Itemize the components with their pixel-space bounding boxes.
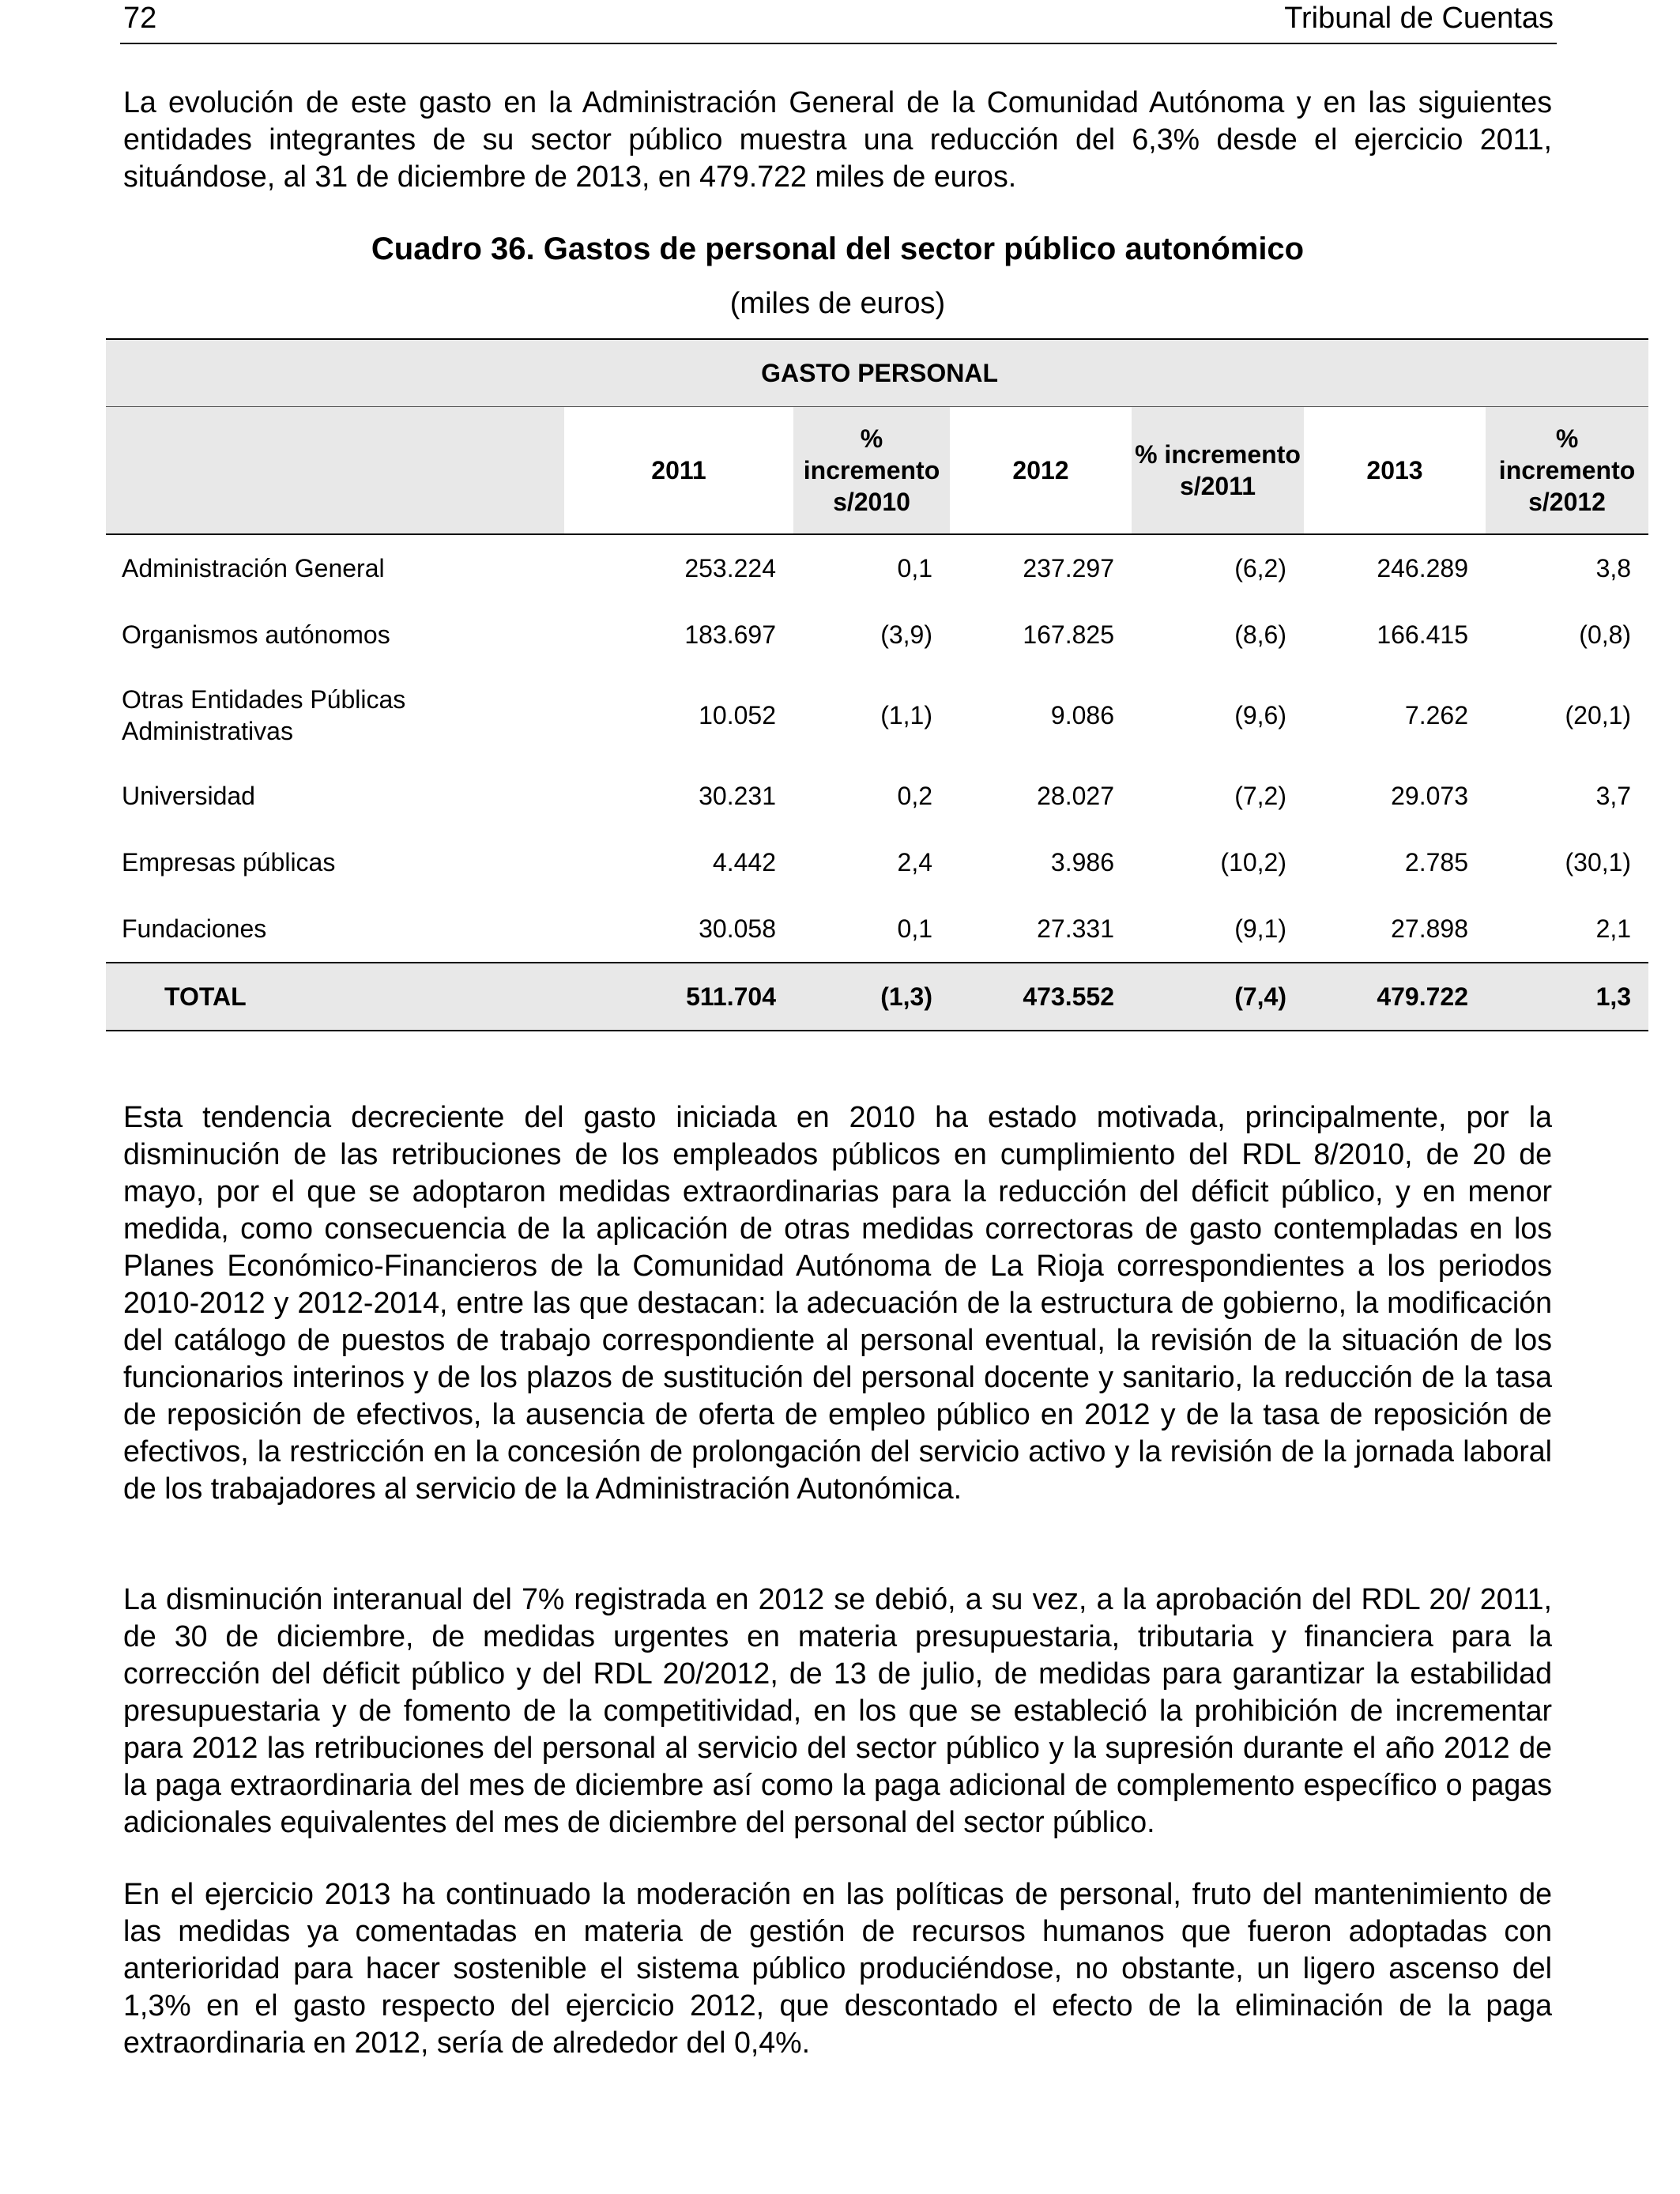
column-header: % incremento s/2011 [1132, 407, 1304, 535]
total-cell: 1,3 [1486, 963, 1648, 1031]
total-label: TOTAL [106, 963, 564, 1031]
row-label: Administración General [122, 554, 385, 582]
total-cell: (1,3) [793, 963, 950, 1031]
table-cell: 0,1 [897, 914, 932, 943]
table-cell: 253.224 [684, 553, 776, 582]
page-header [120, 0, 1557, 44]
table-cell: (20,1) [1565, 700, 1632, 729]
table-cell: 27.898 [1391, 914, 1468, 943]
table-cell: (0,8) [1579, 620, 1632, 649]
column-header: % incremento s/2012 [1486, 407, 1648, 535]
column-header: 2011 [564, 407, 793, 535]
table-cell: 3,8 [1595, 553, 1632, 582]
table-cell: 2,1 [1595, 914, 1632, 943]
group-header: GASTO PERSONAL [106, 339, 1648, 407]
body-paragraph: Esta tendencia decreciente del gasto iniciada en 2010 ha estado motivada, principalmente, por la disminución de las retribuciones de los empleados públicos en cumplimiento del RDL 8/2010, de 20 de mayo, por el que se adoptaron medidas extraordinarias para la reducción del déficit público, y en menor medida, como consecuencia de la aplicación de otras medidas correctoras de gasto contempladas en los Planes Económico-Financieros de la Comunidad Autónoma de La Rioja correspondientes a los periodos 2010-2012 y 2012-2014, entre las que destacan: la adecuación de la estructura de gobierno, la modificación del catálogo de puestos de trabajo correspondiente al personal eventual, la revisión de la situación de los funcionarios interinos y de los plazos de sustitución del personal docente y sanitario, la reducción de la tasa de reposición de efectivos, la ausencia de oferta de empleo público en 2012 y de la tasa de reposición de efectivos, la restricción en la concesión de prolongación del servicio activo y la revisión de la jornada laboral de los trabajadores al servicio de la Administración Autonómica. [123, 1100, 1552, 1505]
table-cell: 3,7 [1595, 781, 1632, 810]
column-header-entity [106, 407, 564, 535]
table-cell: (6,2) [1234, 553, 1286, 582]
table-total-row [106, 963, 1648, 1031]
table-cell: (9,1) [1234, 914, 1286, 943]
table-column-header-row [106, 407, 1648, 535]
table-cell: (10,2) [1220, 847, 1286, 876]
total-cell: 511.704 [564, 963, 793, 1031]
table-cell: (7,2) [1234, 781, 1286, 810]
table-cell: 30.231 [699, 781, 776, 810]
table-cell: (8,6) [1234, 620, 1286, 649]
table-cell: (1,1) [880, 700, 932, 729]
table-cell: 246.289 [1377, 553, 1468, 582]
table-row [106, 829, 1648, 895]
table-cell: 167.825 [1023, 620, 1114, 649]
row-label: Organismos autónomos [122, 620, 390, 649]
table-cell: 0,2 [897, 781, 932, 810]
table-cell: 166.415 [1377, 620, 1468, 649]
table-cell: (30,1) [1565, 847, 1632, 876]
body-paragraph: La disminución interanual del 7% registrada en 2012 se debió, a su vez, a la aprobación del RDL 20/ 2011, de 30 de diciembre, de medidas urgentes en materia presupuestaria, tributaria y financiera para la corrección del déficit público y del RDL 20/2012, de 13 de julio, de medidas para garantizar la estabilidad presupuestaria y de fomento de la competitividad, en los que se estableció la prohibición de incrementar para 2012 las retribuciones del personal al servicio del sector público y la supresión durante el año 2012 de la paga extraordinaria del mes de diciembre así como la paga adicional de complemento específico o pagas adicionales equivalentes del mes de diciembre del personal del sector público. [123, 1582, 1552, 1838]
running-title: Tribunal de Cuentas [1284, 2, 1554, 35]
table-title: Cuadro 36. Gastos de personal del sector público autonómico [371, 232, 1305, 266]
table-cell: 28.027 [1037, 781, 1114, 810]
table-cell: 29.073 [1391, 781, 1468, 810]
table-unit: (miles de euros) [729, 287, 946, 320]
table-cell: 27.331 [1037, 914, 1114, 943]
table-cell: 3.986 [1050, 847, 1114, 876]
table-cell: (3,9) [880, 620, 932, 649]
personnel-expense-table [106, 338, 1648, 1031]
row-label: Fundaciones [122, 914, 267, 943]
table-row [106, 601, 1648, 668]
body-paragraph: En el ejercicio 2013 ha continuado la moderación en las políticas de personal, fruto del mantenimiento de las medidas ya comentadas en materia de gestión de recursos humanos que fueron adoptadas con anterioridad para hacer sostenible el sistema público produciéndose, no obstante, un ligero ascenso del 1,3% en el gasto respecto del ejercicio 2012, que descontado el efecto de la eliminación de la paga extraordinaria en 2012, sería de alrededor del 0,4%. [123, 1877, 1552, 2059]
table-cell: 0,1 [897, 553, 932, 582]
table-cell: 2.785 [1404, 847, 1468, 876]
page-number: 72 [123, 2, 157, 35]
table-cell: 7.262 [1404, 700, 1468, 729]
row-label: Otras Entidades Públicas Administrativas [122, 685, 406, 745]
table-row [106, 534, 1648, 601]
total-cell: 479.722 [1304, 963, 1486, 1031]
table-row [106, 763, 1648, 829]
table-cell: 2,4 [897, 847, 932, 876]
row-label: Empresas públicas [122, 848, 336, 876]
intro-paragraph: La evolución de este gasto en la Administración General de la Comunidad Autónoma y en las siguientes entidades integrantes de su sector público muestra una reducción del 6,3% desde el ejercicio 2011, situándose, al 31 de diciembre de 2013, en 479.722 miles de euros. [123, 85, 1552, 193]
column-header: 2012 [950, 407, 1132, 535]
table-cell: 30.058 [699, 914, 776, 943]
table-cell: 183.697 [684, 620, 776, 649]
table-cell: 237.297 [1023, 553, 1114, 582]
total-cell: (7,4) [1132, 963, 1304, 1031]
table-group-header-row [106, 339, 1648, 407]
column-header: % incremento s/2010 [793, 407, 950, 535]
table-row [106, 895, 1648, 963]
table-cell: (9,6) [1234, 700, 1286, 729]
table-cell: 10.052 [699, 700, 776, 729]
total-cell: 473.552 [950, 963, 1132, 1031]
table-cell: 4.442 [712, 847, 776, 876]
table-row [106, 668, 1648, 763]
table-cell: 9.086 [1050, 700, 1114, 729]
column-header: 2013 [1304, 407, 1486, 535]
row-label: Universidad [122, 782, 255, 810]
